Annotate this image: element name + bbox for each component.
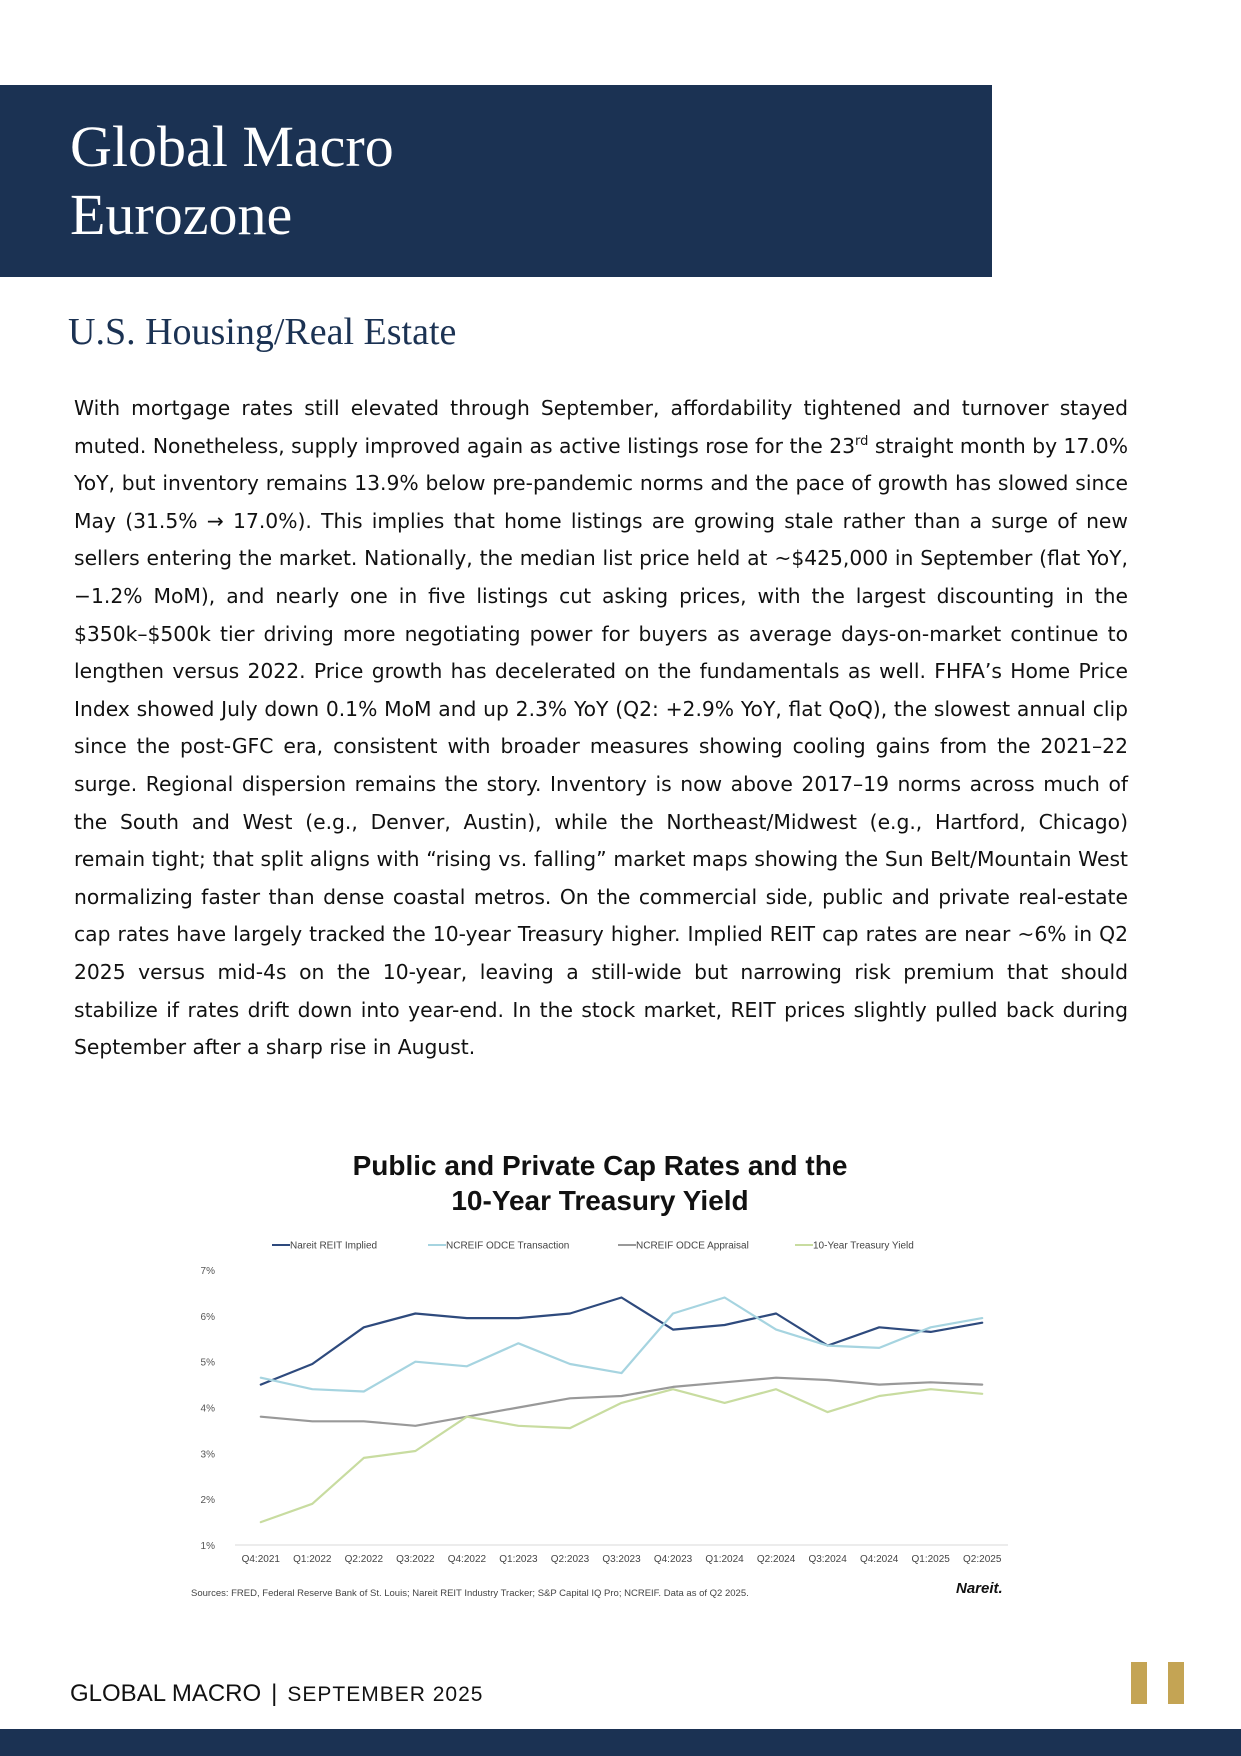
series-line-ncreif-odce-appraisal [261, 1378, 982, 1426]
x-tick-label: Q4:2023 [653, 1554, 693, 1565]
x-tick-label: Q1:2025 [911, 1554, 950, 1565]
body-text-part1: With mortgage rates still elevated through September, affordability tightened and turnover stayed muted. Nonetheless, supply improved again as active listings rose for the 23 [74, 396, 1128, 458]
section-title: U.S. Housing/Real Estate [68, 311, 457, 353]
footer-separator: | [271, 1680, 278, 1707]
nareit-logo: Nareit. [956, 1580, 1003, 1597]
pause-bar-icon-right [1168, 1662, 1184, 1704]
body-text-part2: straight month by 17.0% YoY, but inventory remains 13.9% below pre-pandemic norms and the pace of growth has slowed since May (31.5% → 17.0%). This implies that home listings are growing stale rather than a surge of new sellers entering the market. Nationally, the median list price held at ~$425,000 in September (flat YoY, −1.2% MoM), and nearly one in five listings cut asking prices, with the largest discounting in the $350k–$500k tier driving more negotiating power for buyers as average days-on-market continue to lengthen versus 2022. Price growth has decelerated on the fundamentals as well. FHFA’s Home Price Index showed July down 0.1% MoM and up 2.3% YoY (Q2: +2.9% YoY, flat QoQ), the slowest annual clip since the post-GFC era, consistent with broader measures showing cooling gains from the 2021–22 surge. Regional dispersion remains the story. Inventory is now above 2017–19 norms across much of the South and West (e.g., Denver, Austin), while the Northeast/Midwest (e.g., Hartford, Chicago) remain tight; that split aligns with “rising vs. falling” market maps showing the Sun Belt/Mountain West normalizing faster than dense coastal metros. On the commercial side, public and private real-estate cap rates have largely tracked the 10-year Treasury higher. Implied REIT cap rates are near ~6% in Q2 2025 versus mid-4s on the 10-year, leaving a still-wide but narrowing risk premium that should stabilize if rates drift down into year-end. In the stock market, REIT prices slightly pulled back during September after a sharp rise in August. [74, 433, 1128, 1060]
x-tick-label: Q4:2021 [241, 1554, 280, 1565]
series-line-10-year-treasury-yield [261, 1389, 982, 1522]
footer-publication [70, 1680, 483, 1708]
x-tick-label: Q2:2023 [550, 1554, 590, 1565]
x-tick-label: Q2:2025 [963, 1554, 1002, 1565]
y-tick-label: 5% [200, 1357, 215, 1369]
x-tick-label: Q2:2024 [756, 1554, 796, 1565]
legend-label: 10-Year Treasury Yield [813, 1240, 914, 1252]
chart-title-line1: Public and Private Cap Rates and the [352, 1150, 848, 1181]
footer-title: GLOBAL MACRO [70, 1680, 262, 1707]
footer-bar [0, 1729, 1241, 1756]
chart-title-line2: 10-Year Treasury Yield [451, 1185, 749, 1216]
series-line-ncreif-odce-transaction [261, 1298, 982, 1392]
x-tick-label: Q4:2022 [447, 1554, 487, 1565]
body-paragraph [74, 390, 1128, 1067]
pause-bar-icon-left [1131, 1662, 1147, 1704]
y-tick-label: 6% [200, 1311, 215, 1323]
report-title-line1: Global Macro [70, 114, 394, 179]
x-tick-label: Q2:2022 [344, 1554, 384, 1565]
body-superscript: rd [855, 433, 869, 449]
report-title-line2: Eurozone [70, 182, 293, 247]
y-tick-label: 3% [200, 1449, 215, 1461]
report-title [70, 113, 394, 249]
footer-date: SEPTEMBER 2025 [287, 1683, 484, 1706]
x-tick-label: Q1:2022 [293, 1554, 332, 1565]
x-tick-label: Q3:2023 [602, 1554, 641, 1565]
x-tick-label: Q3:2024 [808, 1554, 847, 1565]
x-tick-label: Q1:2023 [499, 1554, 538, 1565]
legend-label: Nareit REIT Implied [290, 1240, 378, 1252]
x-tick-label: Q3:2022 [396, 1554, 435, 1565]
x-tick-label: Q4:2024 [859, 1554, 899, 1565]
title-banner [0, 85, 992, 277]
y-tick-label: 1% [200, 1541, 215, 1552]
y-tick-label: 4% [200, 1403, 215, 1415]
legend-label: NCREIF ODCE Appraisal [636, 1240, 749, 1252]
chart-title [190, 1148, 1010, 1218]
cap-rates-line-chart [180, 1225, 1020, 1570]
chart-source-note: Sources: FRED, Federal Reserve Bank of St. Louis; Nareit REIT Industry Tracker; S&P Capital IQ Pro; NCREIF. Data as of Q2 2025. [191, 1588, 749, 1599]
y-tick-label: 2% [200, 1495, 215, 1507]
x-tick-label: Q1:2024 [705, 1554, 744, 1565]
y-tick-label: 7% [200, 1266, 215, 1277]
legend-label: NCREIF ODCE Transaction [446, 1240, 570, 1252]
